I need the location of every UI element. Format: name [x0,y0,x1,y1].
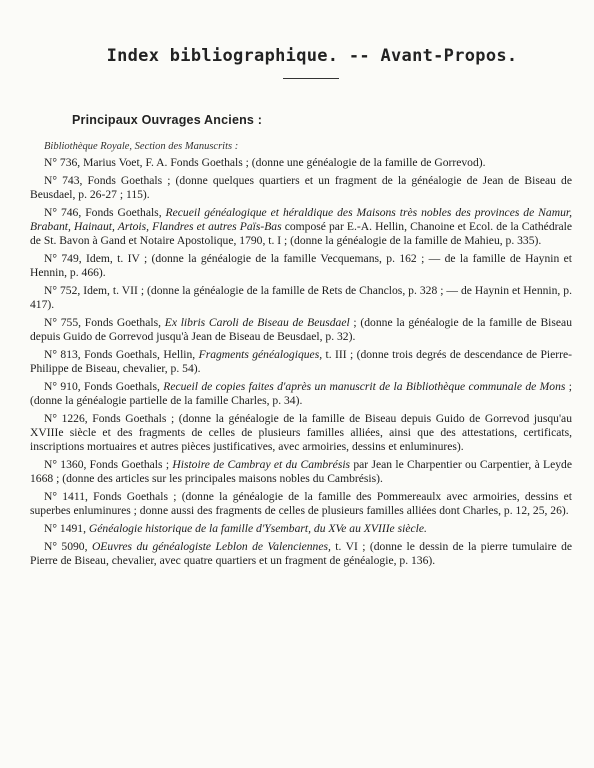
list-item: N° 1226, Fonds Goethals ; (donne la généalogie de la famille de Biseau depuis Guido de Gorrevod jusqu'au XVIIIe siècle et des fragments de celles de plusieurs familles alliées, ainsi que des attestations, certificats, inscriptions mortuaires et autres pièces justificatives, avec armoiries, dessins et enluminures). [30,412,572,454]
entry-list [30,156,572,568]
list-item: N° 1411, Fonds Goethals ; (donne la généalogie de la famille des Pommereaulx avec armoiries, dessins et superbes enluminures ; donne aussi des fragments de celles de plusieurs familles alliées dont Charles, p. 12, 25, 26). [30,490,572,518]
list-item: N° 736, Marius Voet, F. A. Fonds Goethals ; (donne une généalogie de la famille de Gorrevod). [44,156,486,169]
list-item: N° 752, Idem, t. VII ; (donne la généalogie de la famille de Rets de Chanclos, p. 328 ; — de Haynin et Hennin, p. 417). [30,284,572,312]
list-item: N° 749, Idem, t. IV ; (donne la généalogie de la famille Vecquemans, p. 162 ; — de la famille de Haynin et Hennin, p. 466). [30,252,573,280]
library-section-label: Bibliothèque Royale, Section des Manuscrits : [44,141,239,152]
list-item: N° 910, Fonds Goethals, Recueil de copies faites d'après un manuscrit de la Bibliothèque communale de Mons ; (donne la généalogie partielle de la famille Charles, p. 34). [30,380,573,408]
section-heading: Principaux Ouvrages Anciens : [72,113,263,127]
list-item: N° 1360, Fonds Goethals ; Histoire de Cambray et du Cambrésis par Jean le Charpentier ou Carpentier, à Leyde 1668 ; (donne des articles sur les principales maisons nobles du Cambrésis). [30,458,572,486]
list-item: N° 1491, Généalogie historique de la famille d'Ysembart, du XVe au XVIIIe siècle. [44,522,427,536]
title-underline [283,78,339,79]
page-title: Index bibliographique. -- Avant-Propos. [106,46,518,66]
list-item: N° 813, Fonds Goethals, Hellin, Fragments généalogiques, t. III ; (donne trois degrés de descendance de Pierre-Philippe de Biseau, chevalier, p. 54). [30,348,572,376]
list-item: N° 746, Fonds Goethals, Recueil généalogique et héraldique des Maisons très nobles des provinces de Namur, Brabant, Hainaut, Artois, Flandres et autres Païs-Bas composé par E.-A. Hellin, Chanoine et Ecol. de la Cathédrale de St. Bavon à Gand et Notaire Apostolique, 1790, t. I ; (donne la généalogie de la famille de Mahieu, p. 335). [30,205,573,248]
list-item: N° 5090, OEuvres du généalogiste Leblon de Valenciennes, t. VI ; (donne le dessin de la pierre tumulaire de Pierre de Biseau, chevalier, avec quatre quartiers et un fragment de généalogie, p. 136). [30,540,573,568]
list-item: N° 743, Fonds Goethals ; (donne quelques quartiers et un fragment de la généalogie de Jean de Biseau de Beusdael, p. 26-27 ; 115). [30,173,572,201]
list-item: N° 755, Fonds Goethals, Ex libris Caroli de Biseau de Beusdael ; (donne la généalogie de la famille de Biseau depuis Guido de Gorrevod jusqu'à Jean de Biseau de Beusdael, p. 32). [30,316,572,344]
